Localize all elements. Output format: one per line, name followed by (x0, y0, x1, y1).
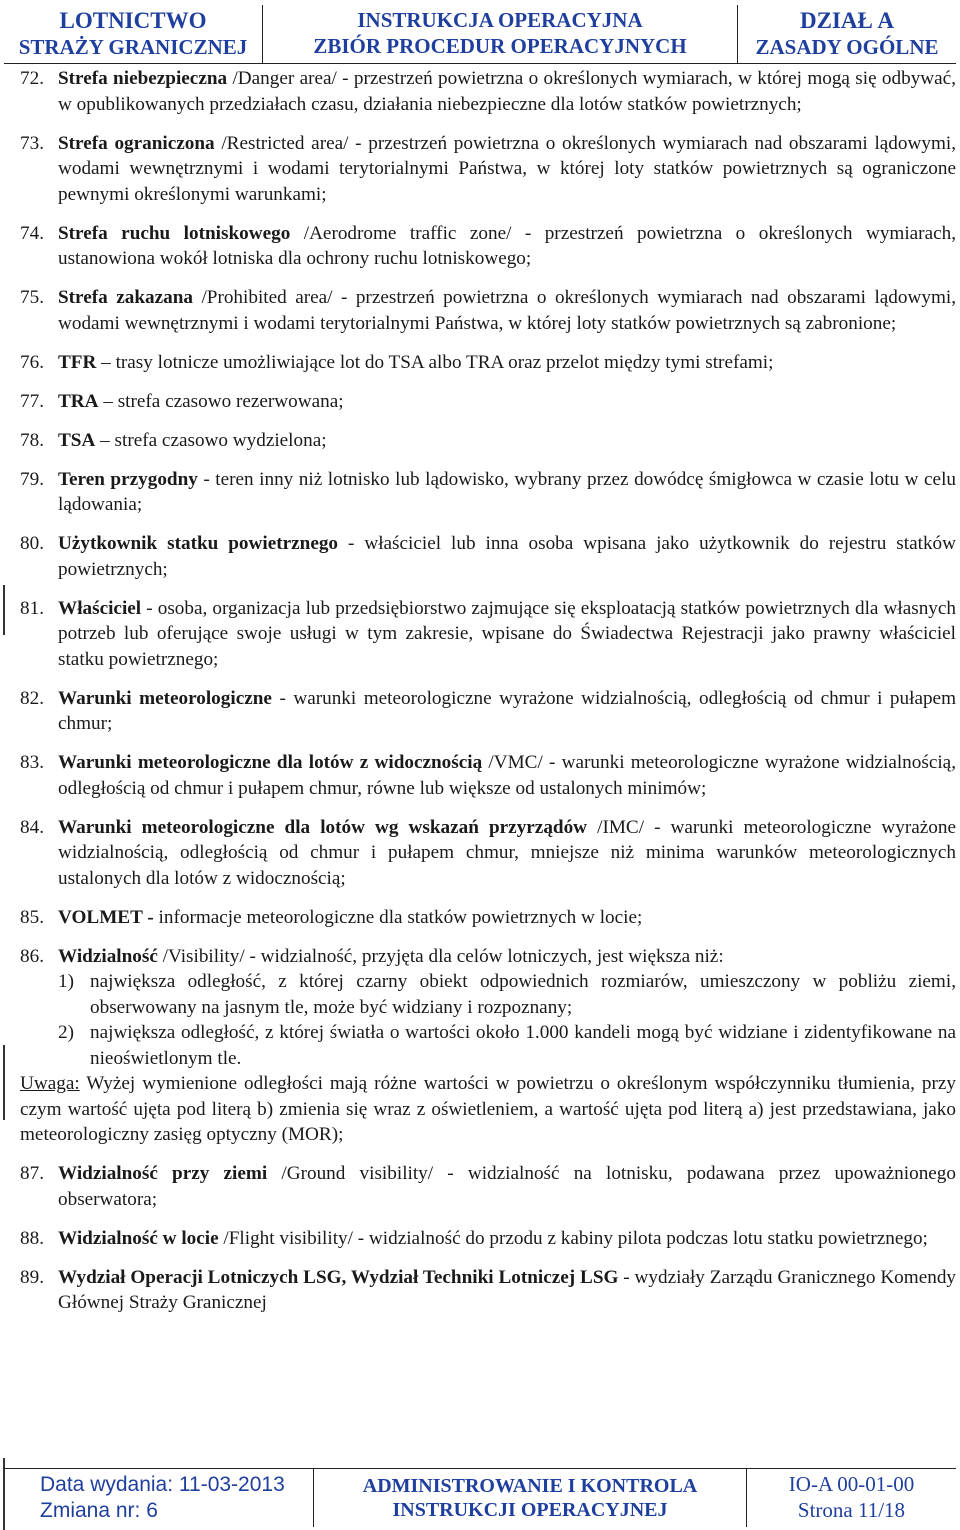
definition-text: /Aerodrome traffic zone/ - przestrzeń powietrzna o określonych wymiarach, ustanowiona wokół lotniska dla ochrony ruchu lotniskowego; (58, 222, 956, 269)
definition-number: 75. (20, 287, 44, 308)
definition-item (20, 944, 956, 1072)
definition-term: Widzialność (58, 945, 158, 967)
definition-item (20, 285, 956, 336)
definition-item (20, 686, 956, 737)
definition-item (20, 221, 956, 272)
definition-item (20, 1226, 956, 1252)
footer-doc-ref (747, 1469, 956, 1527)
header-section-line2: ZASADY OGÓLNE (755, 35, 939, 60)
definition-text: - warunki meteorologiczne wyrażone widzialnością, odległością od chmur i pułapem chmur; (58, 687, 957, 734)
definition-number: 76. (20, 351, 44, 373)
definition-number: 81. (20, 597, 44, 619)
definition-number: 87. (20, 1163, 44, 1184)
definition-item (20, 1265, 956, 1316)
sub-item-text: największa odległość, z której światła o wartości około 1.000 kandeli mogą być widziane i zidentyfikowane na nieoświetlonym tle. (90, 1022, 956, 1069)
definition-text: /Flight visibility/ - widzialność do przodu z kabiny pilota podczas lotu statku powietrznego; (218, 1227, 928, 1249)
definition-number: 84. (20, 816, 44, 838)
definition-term: TSA (58, 429, 96, 451)
footer-change-number: Zmiana nr: 6 (40, 1499, 158, 1522)
sub-item (58, 969, 956, 1020)
definition-term: Warunki meteorologiczne (58, 687, 272, 709)
note-label: Uwaga: (20, 1073, 80, 1094)
sub-item-number: 2) (58, 1022, 74, 1043)
header-manual (263, 5, 738, 63)
definition-number: 72. (20, 68, 44, 89)
definition-term: Widzialność przy ziemi (58, 1163, 268, 1184)
definition-text: - teren inny niż lotnisko lub lądowisko, wybrany przez dowódcę śmigłowca w czasie lotu w celu lądowania; (58, 468, 956, 515)
header-unit-line1: LOTNICTWO (59, 8, 207, 34)
definition-text: – trasy lotnicze umożliwiające lot do TSA albo TRA oraz przelot między tymi strefami; (96, 351, 774, 373)
definition-text: - osoba, organizacja lub przedsiębiorstwo zajmujące się eksploatacją statków powietrznych dla własnych potrzeb lub oferujące swoje usługi w tym zakresie, wpisane do Świadectwa Rejestracji jako prawny właściciel statku powietrznego; (58, 597, 956, 670)
definition-term: Teren przygodny (58, 468, 198, 490)
definition-text: – strefa czasowo rezerwowana; (98, 390, 344, 412)
footer-chapter-line1: ADMINISTROWANIE I KONTROLA (362, 1474, 698, 1497)
footer-chapter (314, 1469, 747, 1527)
definition-item (20, 750, 956, 801)
definition-term: Widzialność w locie (58, 1227, 219, 1249)
page-footer (4, 1468, 956, 1527)
header-unit-line2: STRAŻY GRANICZNEJ (18, 35, 248, 60)
definition-item (20, 389, 956, 415)
header-unit (4, 5, 263, 63)
definition-item (20, 131, 956, 208)
definition-term: Wydział Operacji Lotniczych LSG, Wydział Techniki Lotniczej LSG (58, 1266, 619, 1288)
definition-text: - właściciel lub inna osoba wpisana jako użytkownik do rejestru statków powietrznych; (58, 533, 956, 580)
note-text: Wyżej wymienione odległości mają różne wartości w powietrzu o określonym współczynniku tłumienia, przy czym wartość ujęta pod literą b) zmienia się wraz z oświetleniem, a wartość ujęta pod literą a) jest przedstawiana, jako meteorologiczny zasięg optyczny (MOR); (20, 1073, 956, 1145)
definition-text: /IMC/ - warunki meteorologiczne wyrażone widzialnością, odległością od chmur i pułapem chmur, mniejsze niż minima warunków meteorologicznych ustalonych dla lotów z widocznością; (58, 816, 956, 889)
footer-chapter-line2: INSTRUKCJI OPERACYJNEJ (392, 1499, 668, 1521)
definition-item (20, 428, 956, 454)
definition-number: 88. (20, 1227, 44, 1249)
definition-item (20, 596, 956, 673)
definition-number: 77. (20, 390, 44, 412)
definition-number: 83. (20, 752, 44, 773)
definition-term: Użytkownik statku powietrznego (58, 533, 339, 554)
definition-term: VOLMET - (58, 906, 154, 928)
footer-doc-id: IO-A 00-01-00 (788, 1472, 915, 1497)
header-section-line1: DZIAŁ A (800, 8, 894, 34)
definition-text: informacje meteorologiczne dla statków powietrznych w locie; (153, 906, 643, 928)
definition-item (20, 467, 956, 518)
change-bar (3, 1045, 5, 1120)
sub-item (58, 1020, 956, 1071)
change-bar (3, 585, 5, 635)
definition-term: TRA (58, 390, 99, 412)
definition-item (20, 531, 956, 582)
footer-page-number: Strona 11/18 (797, 1498, 906, 1522)
definition-number: 82. (20, 687, 44, 709)
definition-text: /VMC/ - warunki meteorologiczne wyrażone widzialnością, odległością od chmur i pułapem chmur, równe lub większe od ustalonych minimów; (58, 752, 956, 799)
note-paragraph (20, 1071, 956, 1148)
definition-number: 78. (20, 429, 44, 451)
header-manual-line2: ZBIÓR PROCEDUR OPERACYJNYCH (313, 34, 687, 58)
definition-number: 86. (20, 945, 44, 967)
definition-text: /Danger area/ - przestrzeń powietrzna o określonych wymiarach, w której mogą się odbywać, w opublikowanych przedziałach czasu, działania niebezpieczne dla lotów statków powietrznych; (58, 68, 956, 115)
definition-number: 89. (20, 1266, 44, 1288)
sub-item-text: największa odległość, z której czarny obiekt odpowiednich rozmiarów, umieszczony w pobliżu ziemi, obserwowany na jasnym tle, może być widziany i rozpoznany; (90, 971, 956, 1018)
definition-term: Strefa ruchu lotniskowego (58, 222, 291, 244)
definition-term: Właściciel (58, 597, 142, 619)
definition-term: Warunki meteorologiczne dla lotów wg wskazań przyrządów (58, 816, 588, 838)
definition-item (20, 350, 956, 376)
definitions-list (20, 66, 956, 1329)
footer-issue-info (4, 1469, 314, 1527)
definition-item (20, 1161, 956, 1212)
definition-term: Warunki meteorologiczne dla lotów z widocznością (58, 752, 483, 773)
sub-item-number: 1) (58, 971, 74, 992)
definition-term: Strefa zakazana (58, 287, 193, 308)
definition-term: TFR (58, 351, 97, 373)
header-manual-line1: INSTRUKCJA OPERACYJNA (357, 8, 643, 33)
definition-text: /Visibility/ - widzialność, przyjęta dla celów lotniczych, jest większa niż: (157, 945, 724, 967)
footer-issue-date: Data wydania: 11-03-2013 (40, 1473, 285, 1497)
definition-term: Strefa ograniczona (58, 132, 215, 154)
definition-item (20, 905, 956, 931)
definition-item (20, 66, 956, 117)
definition-number: 73. (20, 132, 44, 154)
definition-number: 80. (20, 533, 44, 554)
definition-text: – strefa czasowo wydzielona; (95, 429, 327, 451)
definition-text: /Ground visibility/ - widzialność na lotnisku, podawana przez upoważnionego obserwatora; (58, 1163, 956, 1210)
definition-item (20, 815, 956, 892)
definition-number: 85. (20, 906, 44, 928)
header-section (738, 5, 956, 63)
definition-number: 79. (20, 468, 44, 490)
definition-number: 74. (20, 222, 44, 244)
page-header (4, 5, 956, 64)
definition-term: Strefa niebezpieczna (58, 68, 228, 89)
definition-text: /Prohibited area/ - przestrzeń powietrzna o określonych wymiarach nad obszarami lądowymi, wodami wewnętrznymi i wodami terytorialnymi Państwa, w której loty statków powietrznych są zabronione; (58, 287, 956, 334)
definition-text: - wydziały Zarządu Granicznego Komendy Głównej Straży Granicznej (58, 1266, 957, 1313)
definition-text: /Restricted area/ - przestrzeń powietrzna o określonych wymiarach nad obszarami lądowymi, wodami wewnętrznymi i wodami terytorialnymi Państwa, w której loty statków powietrznych są ograniczone pewnymi określonymi warunkami; (58, 132, 956, 205)
